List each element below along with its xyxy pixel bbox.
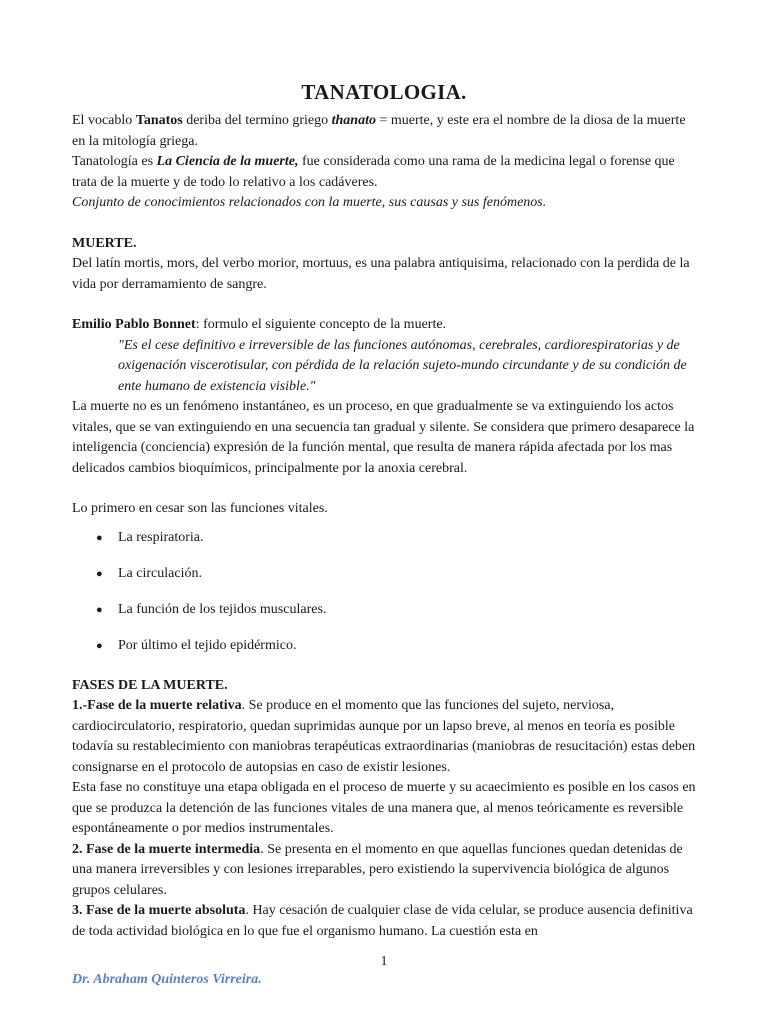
term-tanatos: Tanatos: [135, 113, 183, 128]
vitales-intro: Lo primero en cesar son las funciones vitales.: [72, 501, 328, 516]
section-heading-fases: FASES DE LA MUERTE.: [72, 677, 228, 693]
term-thanato: thanato: [331, 113, 376, 128]
page-number: 1: [380, 954, 388, 969]
list-item: ● La función de los tejidos musculares.: [96, 600, 696, 636]
author-name: Emilio Pablo Bonnet: [72, 317, 196, 332]
fase-1-label: 1.-Fase de la muerte relativa: [72, 698, 242, 713]
fase-2-label: 2. Fase de la muerte intermedia: [72, 841, 261, 857]
intro-paragraph-2: Tanatología es La Ciencia de la muerte, fue considerada como una rama de la medicina legal o forense que trata de la muerte y de todo lo relativo a los cadáveres.: [72, 154, 675, 190]
term-ciencia: La Ciencia de la muerte,: [156, 154, 299, 169]
list-item: ● La circulación.: [96, 564, 696, 600]
bonnet-intro: Emilio Pablo Bonnet: formulo el siguiente concepto de la muerte.: [72, 317, 447, 332]
bullet-icon: ●: [96, 639, 103, 652]
page-title: TANATOLOGIA.: [301, 80, 467, 104]
footer-author: Dr. Abraham Quinteros Virreira.: [72, 972, 262, 987]
fase-3-label: 3. Fase de la muerte absoluta: [72, 903, 246, 918]
fase-2-paragraph: 2. Fase de la muerte intermedia. Se presenta en el momento en que aquellas funciones quedan detenidas de una manera irreversibles y con lesiones irreparables, pero existiendo la supervivencia biológica de algunos grupos celulares.: [72, 841, 683, 898]
fase-3-paragraph: 3. Fase de la muerte absoluta. Hay cesación de cualquier clase de vida celular, se produce ausencia definitiva de toda actividad biológica en lo que fue el organismo humano. La cuestión esta en: [72, 903, 693, 939]
vitales-list: [72, 528, 696, 672]
list-item: ● Por último el tejido epidérmico.: [96, 636, 696, 672]
muerte-paragraph: Del latín mortis, mors, del verbo morior, mortuus, es una palabra antiquisima, relacionado con la perdida de la vida por derramamiento de sangre.: [72, 256, 690, 292]
proceso-paragraph: La muerte no es un fenómeno instantáneo, es un proceso, en que gradualmente se va extinguiendo los actos vitales, que se van extinguiendo en una secuencia tan gradual y silente. Se considera que primero desaparece la inteligencia (conciencia) expresión de la función mental, que resulta de manera rápida afectada por los mas delicados cambios bioquímicos, principalmente por la anoxia cerebral.: [72, 399, 695, 476]
intro-paragraph-1: El vocablo Tanatos deriba del termino griego thanato = muerte, y este era el nombre de la diosa de la muerte en la mitología griega.: [72, 113, 686, 149]
fase-1-paragraph: 1.-Fase de la muerte relativa. Se produce en el momento que las funciones del sujeto, nerviosa, cardiocirculatorio, respiratorio, quedan suprimidas aunque por un lapso breve, al menos en teoría es posible todavía su restablecimiento con maniobras terapéuticas extraordinarias (maniobras de resucitación) estas deben consignarse en el protocolo de autopsias en caso de existir lesiones.: [72, 698, 696, 775]
bullet-icon: ●: [96, 531, 103, 544]
fase-1-extra-paragraph: Esta fase no constituye una etapa obligada en el proceso de muerte y su acaecimiento es posible en los casos en que se produzca la detención de las funciones vitales de una manera que, al menos teóricamente es reversible espontáneamente o por medios instrumentales.: [72, 780, 696, 836]
bullet-icon: ●: [96, 567, 103, 580]
section-heading-muerte: MUERTE.: [72, 235, 137, 251]
intro-paragraph-3: Conjunto de conocimientos relacionados con la muerte, sus causas y sus fenómenos.: [72, 195, 547, 210]
bonnet-quote: "Es el cese definitivo e irreversible de las funciones autónomas, cerebrales, cardiorespiratorias y de oxigenación viscerotisular, con pérdida de la relación sujeto-mundo circundante y de su condición de ente humano de existencia visible.": [118, 337, 687, 394]
list-item: ● La respiratoria.: [96, 528, 696, 564]
bullet-icon: ●: [96, 603, 103, 616]
